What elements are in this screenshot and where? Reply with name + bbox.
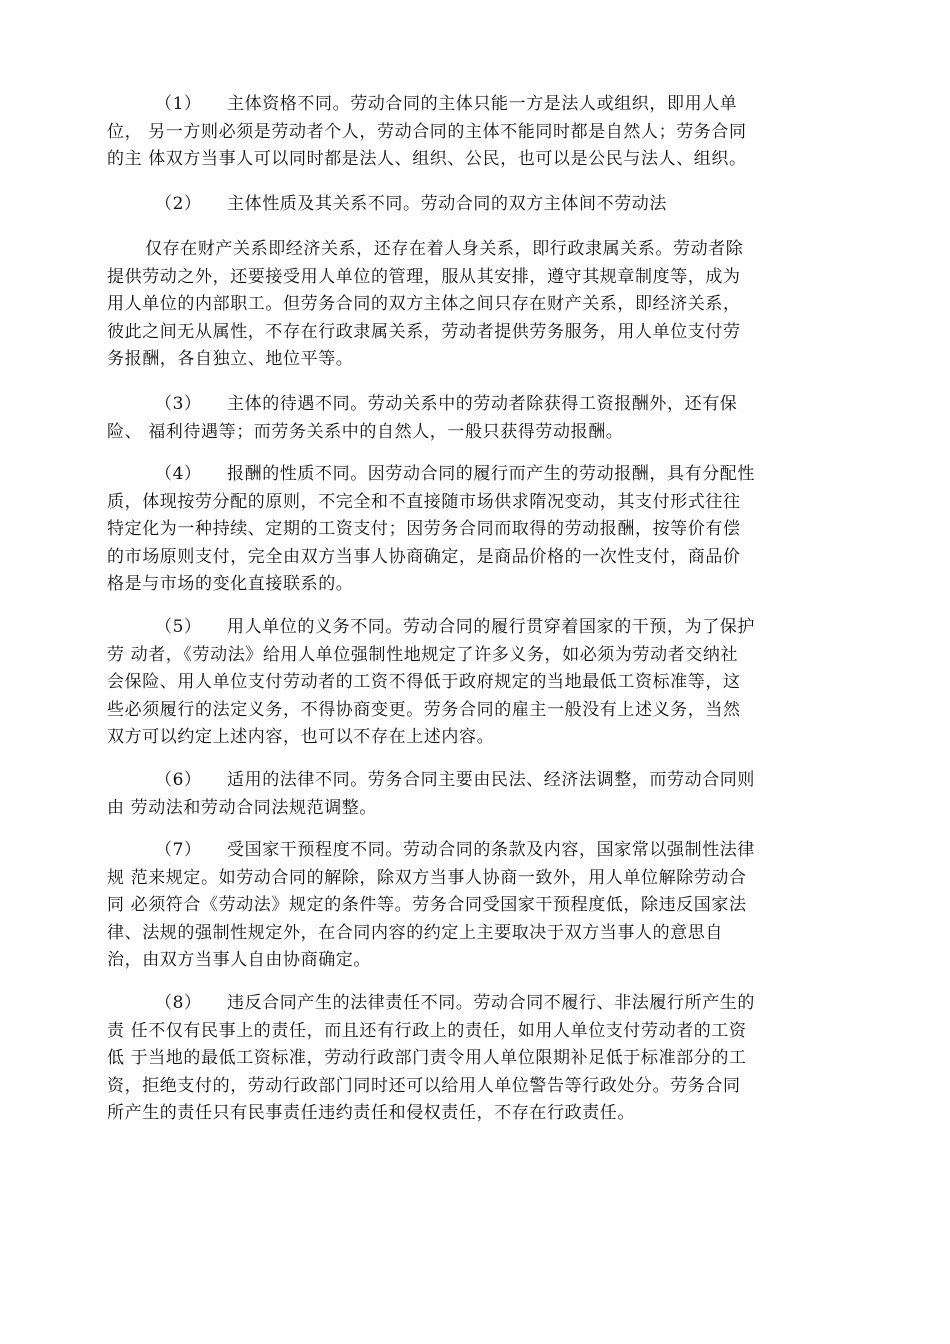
paragraph-line: 规 范来规定。如劳动合同的解除，除双方当事人协商一致外，用人单位解除劳动合 <box>107 867 747 888</box>
paragraph-6 <box>107 767 852 822</box>
item-number: （2） <box>155 194 202 214</box>
line-text: 主体的待遇不同。劳动关系中的劳动者除获得工资报酬外，还有保 <box>227 394 738 414</box>
line-text: 用人单位的义务不同。劳动合同的履行贯穿着国家的干预，为了保护 <box>227 617 755 637</box>
paragraph-line: 提供劳动之外，还要接受用人单位的管理，服从其安排，遵守其规章制度等，成为 <box>107 266 741 287</box>
paragraph-line <box>107 837 852 865</box>
line-text: 违反合同产生的法律责任不同。劳动合同不履行、非法履行所产生的 <box>227 993 755 1013</box>
paragraph-line: 治，由双方当事人自由协商确定。 <box>107 950 371 970</box>
line-text: 主体资格不同。劳动合同的主体只能一方是法人或组织，即用人单 <box>227 94 738 114</box>
paragraph-line: 的市场原则支付，完全由双方当事人协商确定，是商品价格的一次性支付，商品价 <box>107 546 741 567</box>
item-number: （3） <box>155 394 202 414</box>
paragraph-2-continued <box>107 236 852 374</box>
paragraph-1 <box>107 91 852 174</box>
paragraph-line: 双方可以约定上述内容，也可以不存在上述内容。 <box>107 727 495 747</box>
item-number: （6） <box>155 770 202 790</box>
paragraph-line: 劳 动者，《劳动法》给用人单位强制性地规定了许多义务，如必须为劳动者交纳社 <box>107 644 739 665</box>
paragraph-line: 由 劳动法和劳动合同法规范调整。 <box>107 797 378 818</box>
item-number: （1） <box>155 94 202 114</box>
paragraph-8 <box>107 990 852 1128</box>
paragraph-7 <box>107 837 852 975</box>
line-text: 受国家干预程度不同。劳动合同的条款及内容，国家常以强制性法律 <box>227 840 755 860</box>
paragraph-2 <box>107 191 852 219</box>
paragraph-line <box>107 990 852 1018</box>
paragraph-line: 责 任不仅有民事上的责任，而且还有行政上的责任，如用人单位支付劳动者的工资 <box>107 1020 747 1041</box>
paragraph-line: 的主 体双方当事人可以同时都是法人、组织、公民，也可以是公民与法人、组织。 <box>107 149 747 169</box>
paragraph-line: 质，体现按劳分配的原则，不完全和不直接随市场供求隋况变动，其支付形式往往 <box>107 491 741 512</box>
paragraph-3 <box>107 391 852 446</box>
paragraph-4 <box>107 461 852 599</box>
line-text: 报酬的性质不同。因劳动合同的履行而产生的劳动报酬，具有分配性 <box>227 464 755 484</box>
paragraph-line <box>107 767 852 795</box>
paragraph-line: 险、 福利待遇等；而劳务关系中的自然人，一般只获得劳动报酬。 <box>107 421 624 442</box>
paragraph-line: 律、法规的强制性规定外，在合同内容的约定上主要取决于双方当事人的意思自 <box>107 922 723 943</box>
paragraph-line <box>107 91 852 119</box>
paragraph-line: 所产生的责任只有民事责任违约责任和侵权责任，不存在行政责任。 <box>107 1103 635 1123</box>
line-text: 适用的法律不同。劳务合同主要由民法、经济法调整，而劳动合同则 <box>227 770 755 790</box>
paragraph-line: 特定化为一种持续、定期的工资支付；因劳务合同而取得的劳动报酬，按等价有偿 <box>107 519 741 539</box>
paragraph-line: 同 必须符合《劳动法》规定的条件等。劳务合同受国家干预程度低，除违反国家法 <box>107 895 747 915</box>
paragraph-line: 位， 另一方则必须是劳动者个人，劳动合同的主体不能同时都是自然人；劳务合同 <box>107 121 747 142</box>
paragraph-line: 资，拒绝支付的，劳动行政部门同时还可以给用人单位警告等行政处分。劳务合同 <box>107 1075 741 1096</box>
paragraph-line <box>107 461 852 489</box>
paragraph-line: 务报酬，各自独立、地位平等。 <box>107 349 354 369</box>
paragraph-line: 些必须履行的法定义务，不得协商变更。劳务合同的雇主一般没有上述义务，当然 <box>107 699 741 720</box>
paragraph-line: 会保险、用人单位支付劳动者的工资不得低于政府规定的当地最低工资标准等，这 <box>107 672 741 692</box>
item-number: （4） <box>155 464 202 484</box>
paragraph-line <box>107 614 852 642</box>
paragraph-line: 彼此之间无从属性，不存在行政隶属关系，劳动者提供劳务服务，用人单位支付劳 <box>107 321 741 342</box>
paragraph-line: 低 于当地的最低工资标准，劳动行政部门责令用人单位限期补足低于标准部分的工 <box>107 1048 747 1068</box>
item-number: （8） <box>155 993 202 1013</box>
paragraph-line: 用人单位的内部职工。但劳务合同的双方主体之间只存在财产关系，即经济关系， <box>107 294 741 314</box>
paragraph-line <box>107 191 852 219</box>
paragraph-line: 仅存在财产关系即经济关系，还存在着人身关系，即行政隶属关系。劳动者除 <box>145 239 744 259</box>
paragraph-line: 格是与市场的变化直接联系的。 <box>107 574 354 594</box>
line-text: 主体性质及其关系不同。劳动合同的双方主体间不劳动法 <box>227 194 667 214</box>
item-number: （7） <box>155 840 202 860</box>
paragraph-line <box>107 391 852 419</box>
item-number: （5） <box>155 617 202 637</box>
paragraph-5 <box>107 614 852 752</box>
